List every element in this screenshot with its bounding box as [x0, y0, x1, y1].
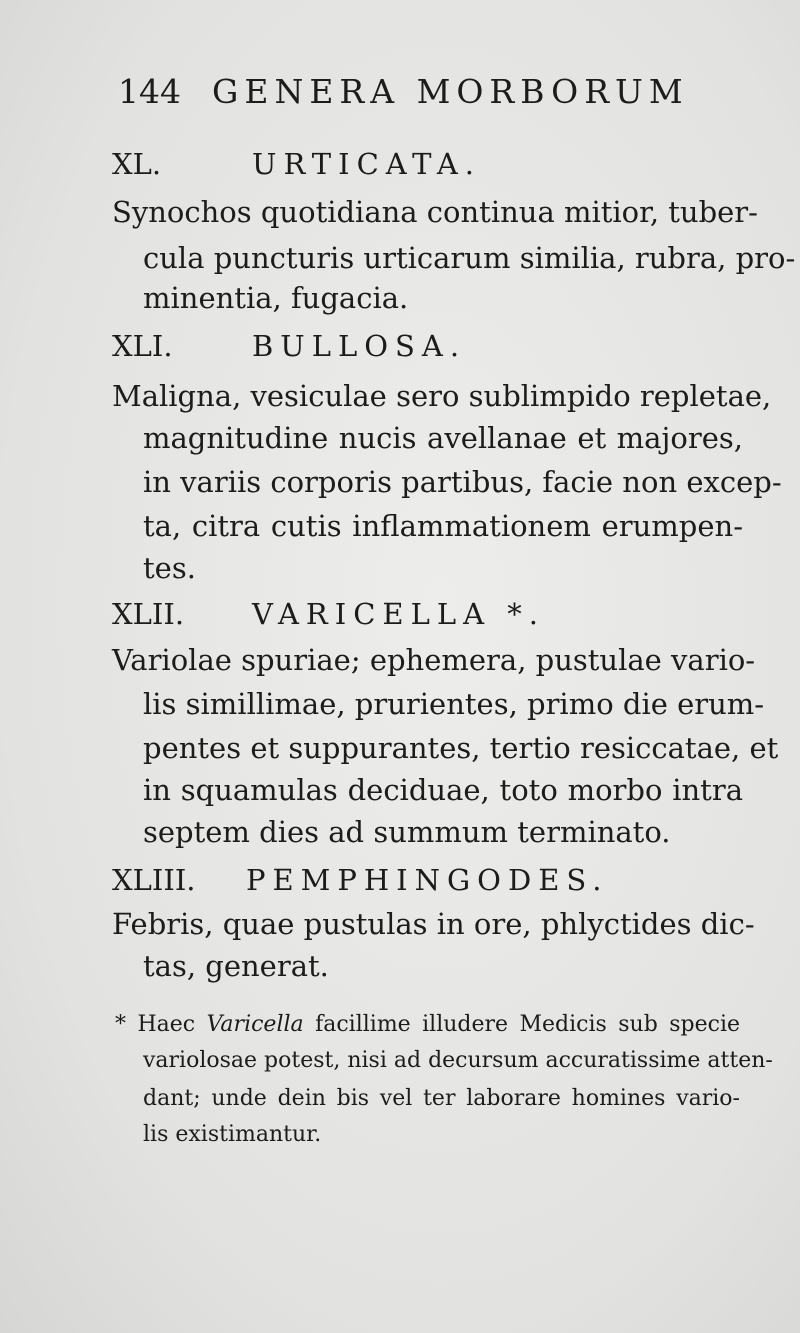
- entry-text-line: Maligna, vesiculae sero sublimpido repletae,: [112, 379, 772, 413]
- entry-title: PEMPHINGODES.: [246, 863, 609, 897]
- page-header: [118, 72, 738, 124]
- footnote-italic-word: Varicella: [206, 1012, 304, 1037]
- entry-text-line: cula puncturis urticarum similia, rubra, pro-: [143, 241, 796, 275]
- entry-text-line: tas, generat.: [143, 949, 329, 983]
- entry-text-line: in variis corporis partibus, facie non excep-: [143, 465, 782, 499]
- entry-heading: [112, 858, 742, 902]
- entry-heading: [112, 142, 742, 186]
- entry-title: URTICATA.: [252, 147, 482, 181]
- entry-numeral: XLI.: [112, 329, 173, 363]
- entry-text-line: in squamulas deciduae, toto morbo intra: [143, 773, 743, 807]
- entry-heading: [112, 592, 742, 636]
- entry-text-line: magnitudine nucis avellanae et majores,: [143, 421, 743, 455]
- footnote-line: dant; unde dein bis vel ter laborare homines vario-: [143, 1086, 740, 1111]
- footnote-marker: *: [115, 1012, 126, 1037]
- entry-numeral: XLII.: [112, 597, 185, 631]
- entry-text-line: minentia, fugacia.: [143, 281, 409, 315]
- page-number: 144: [118, 72, 181, 111]
- entry-text-line: pentes et suppurantes, tertio resiccatae, et: [143, 731, 779, 765]
- entry-text-line: lis simillimae, prurientes, primo die erum-: [143, 687, 765, 721]
- entry-text-line: Synochos quotidiana continua mitior, tuber-: [112, 195, 758, 229]
- entry-text-line: Variolae spuriae; ephemera, pustulae vario-: [112, 643, 756, 677]
- entry-text-line: ta, citra cutis inflammationem erumpen-: [143, 509, 743, 543]
- entry-title: VARICELLA *.: [252, 597, 545, 631]
- entry-heading: [112, 324, 742, 368]
- entry-text-line: Febris, quae pustulas in ore, phlyctides dic-: [112, 907, 755, 941]
- entry-title: BULLOSA.: [252, 329, 467, 363]
- entry-text-line: tes.: [143, 551, 196, 585]
- entry-text-line: septem dies ad summum terminato.: [143, 815, 671, 849]
- footnote-line: [115, 1008, 740, 1042]
- footnote-text: facillime illudere Medicis sub specie: [315, 1012, 741, 1037]
- footnote-line: lis existimantur.: [143, 1122, 322, 1147]
- footnote-line: variolosae potest, nisi ad decursum accuratissime atten-: [143, 1048, 773, 1073]
- footnote-lead: Haec: [137, 1012, 196, 1037]
- running-title: GENERA MORBORUM: [212, 72, 689, 111]
- entry-numeral: XLIII.: [112, 863, 196, 897]
- entry-numeral: XL.: [112, 147, 162, 181]
